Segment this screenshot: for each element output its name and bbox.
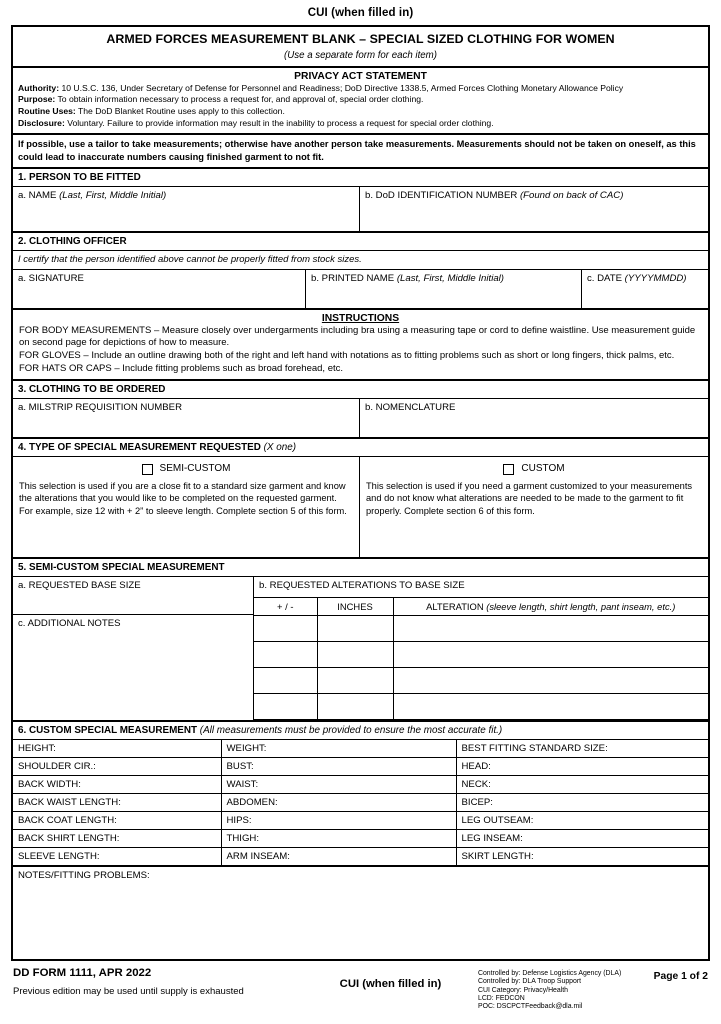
table-row[interactable] [13,758,708,776]
form-number: DD FORM 1111, APR 2022 [13,967,152,980]
option-custom-description: This selection is used if you need a garment customized to your measurements and do not know what alterations are needed to be made to the garment to fit properly. Complete section 6 of this form. [366,480,693,516]
cell-inches[interactable] [317,667,393,693]
control-line-poc: POC: DSCPCTFeedback@dla.mil [478,1002,583,1010]
field-nomenclature-label: b. NOMENCLATURE [365,402,456,414]
title-block [13,27,708,66]
measurement-waist[interactable]: WAIST: [221,776,456,794]
tailor-instruction-note: If possible, use a tailor to take measurements; otherwise have another person take measurements. Measurements should not be taken on oneself, as this could lead to inaccurate numbers causing finished garment to not fit. [18,139,696,162]
cell-alteration[interactable] [393,693,708,719]
measurement-weight[interactable]: WEIGHT: [221,740,456,758]
field-dod-id-hint: (Found on back of CAC) [519,189,624,201]
measurement-thigh[interactable]: THIGH: [221,830,456,848]
field-milstrip-label: a. MILSTRIP REQUISITION NUMBER [18,402,183,414]
cell-plus-minus[interactable] [254,615,317,641]
measurement-sleeve-length[interactable]: SLEEVE LENGTH: [13,848,221,866]
table-row[interactable] [254,615,708,641]
field-notes-fitting-problems[interactable] [13,866,708,959]
section-3-heading: 3. CLOTHING TO BE ORDERED [18,384,166,396]
privacy-label-authority: Authority: [18,82,60,93]
alterations-table-header-row [254,598,708,615]
section-4-heading-text: 4. TYPE OF SPECIAL MEASUREMENT REQUESTED [18,442,264,454]
table-row[interactable] [13,812,708,830]
table-row[interactable] [13,830,708,848]
privacy-act-heading: PRIVACY ACT STATEMENT [294,70,427,82]
privacy-line-purpose [18,94,703,106]
control-line-cui-category: CUI Category: Privacy/Health [478,986,568,994]
section-5-body [13,577,708,720]
field-notes-fitting-problems-label: NOTES/FITTING PROBLEMS: [18,870,150,882]
measurement-leg-outseam[interactable]: LEG OUTSEAM: [456,812,708,830]
table-row[interactable] [13,848,708,866]
alterations-heading: b. REQUESTED ALTERATIONS TO BASE SIZE [254,577,708,598]
measurement-bicep[interactable]: BICEP: [456,794,708,812]
page-subtitle: (Use a separate form for each item) [284,49,437,61]
instructions-paragraph-body: FOR BODY MEASUREMENTS – Measure closely over undergarments including bra using a measuring tape or cord to define waistline. Use measurement guide on second page for depictions of how to measure. [19,324,696,349]
instructions-body [13,325,708,380]
cell-plus-minus[interactable] [254,667,317,693]
checkbox-semi-custom-icon[interactable] [142,464,153,475]
cui-banner-top: CUI (when filled in) [307,7,414,19]
footer-left [13,967,303,997]
table-row[interactable] [254,693,708,719]
field-requested-base-size[interactable] [13,577,253,615]
certification-statement: I certify that the person identified above cannot be properly fitted from stock sizes. [18,253,362,265]
field-requested-base-size-label: a. REQUESTED BASE SIZE [18,580,141,592]
privacy-line-authority [18,83,703,95]
field-additional-notes[interactable] [13,615,253,719]
section-1-fields [13,187,708,231]
table-row[interactable] [13,740,708,758]
privacy-line-disclosure [18,118,703,130]
control-line-controlled-by-troop-support: Controlled by: DLA Troop Support [478,978,582,986]
field-printed-name-hint: (Last, First, Middle Initial) [396,272,504,284]
table-row[interactable] [13,794,708,812]
cui-banner-bottom: CUI (when filled in) [339,978,442,991]
privacy-text-disclosure: Voluntary. Failure to provide information may result in the inability to process a request for special order clothing. [64,117,494,128]
column-header-inches: INCHES [317,598,393,615]
section-5-left-column [13,577,254,720]
table-row[interactable] [13,776,708,794]
section-5-right-column [254,577,708,720]
instructions-paragraph-hats: FOR HATS OR CAPS – Include fitting problems such as broad forehead, etc. [19,362,344,374]
field-printed-name[interactable] [305,270,581,308]
measurement-bust[interactable]: BUST: [221,758,456,776]
section-3-fields [13,399,708,437]
section-5-heading: 5. SEMI-CUSTOM SPECIAL MEASUREMENT [18,562,225,574]
field-date[interactable] [581,270,708,308]
field-signature[interactable] [13,270,305,308]
measurement-back-width[interactable]: BACK WIDTH: [13,776,221,794]
option-semi-custom [13,457,359,557]
privacy-text-purpose: To obtain information necessary to process a request for, and approval of, special order clothing. [55,94,424,105]
field-additional-notes-label: c. ADDITIONAL NOTES [18,618,121,630]
section-4-heading [13,439,708,456]
section-1-heading: 1. PERSON TO BE FITTED [18,171,141,183]
option-semi-custom-description: This selection is used if you are a close fit to a standard size garment and know the alterations that you would like to be completed on the requested garment. For example, size 12 with + 2” to sleeve length. Complete section 5 of this form. [19,480,347,516]
section-6-heading [13,722,708,739]
page-title: ARMED FORCES MEASUREMENT BLANK – SPECIAL SIZED CLOTHING FOR WOMEN [106,32,615,46]
measurement-height[interactable]: HEIGHT: [13,740,221,758]
option-custom-label: CUSTOM [521,463,565,475]
field-name-hint: (Last, First, Middle Initial) [59,189,167,201]
column-header-alteration-text: ALTERATION [426,601,487,613]
field-name[interactable] [13,187,359,231]
previous-edition-note: Previous edition may be used until supply is exhausted [13,986,244,998]
cell-alteration[interactable] [393,641,708,667]
option-custom [359,457,708,557]
form-footer [11,961,710,1011]
measurement-back-coat-length[interactable]: BACK COAT LENGTH: [13,812,221,830]
section-6-heading-hint: (All measurements must be provided to ensure the most accurate fit.) [199,724,503,736]
cell-inches[interactable] [317,615,393,641]
section-4-options [13,457,708,557]
privacy-text-authority: 10 U.S.C. 136, Under Secretary of Defense for Personnel and Readiness; DoD Directive 1338.5, Armed Forces Clothing Monetary Allowance Policy [59,82,624,93]
measurement-back-waist-length[interactable]: BACK WAIST LENGTH: [13,794,221,812]
cell-inches[interactable] [317,641,393,667]
form-body [11,25,710,961]
table-row[interactable] [254,641,708,667]
privacy-label-routine-uses: Routine Uses: [18,105,76,116]
section-2-heading: 2. CLOTHING OFFICER [18,235,127,247]
measurement-best-fitting-standard-size[interactable]: BEST FITTING STANDARD SIZE: [456,740,708,758]
field-date-label: c. DATE [587,272,625,284]
option-semi-custom-label: SEMI-CUSTOM [159,463,231,475]
section-4-heading-hint: (X one) [263,442,297,454]
cell-alteration[interactable] [393,667,708,693]
control-line-controlled-by-dla: Controlled by: Defense Logistics Agency (DLA) [478,970,622,978]
column-header-plus-minus: + / - [254,598,317,615]
privacy-act-statement [13,68,708,134]
instructions-heading: INSTRUCTIONS [321,312,400,324]
cui-control-block [478,970,621,1011]
measurement-back-shirt-length[interactable]: BACK SHIRT LENGTH: [13,830,221,848]
field-nomenclature[interactable] [359,399,708,437]
measurement-shoulder-cir[interactable]: SHOULDER CIR.: [13,758,221,776]
field-name-label: a. NAME [18,189,60,201]
measurement-abdomen[interactable]: ABDOMEN: [221,794,456,812]
field-dod-id-label: b. DoD IDENTIFICATION NUMBER [365,189,520,201]
measurement-skirt-length[interactable]: SKIRT LENGTH: [456,848,708,866]
control-line-lcd: LCD: FEDCON [478,994,525,1002]
field-dod-id[interactable] [359,187,708,231]
measurement-leg-inseam[interactable]: LEG INSEAM: [456,830,708,848]
privacy-label-disclosure: Disclosure: [18,117,65,128]
field-printed-name-label: b. PRINTED NAME [311,272,397,284]
field-milstrip-requisition-number[interactable] [13,399,359,437]
instructions-paragraph-gloves: FOR GLOVES – Include an outline drawing both of the right and left hand with notations as to fitting problems such as short or long fingers, thick palms, etc. [19,350,675,362]
table-row[interactable] [254,667,708,693]
page-number: Page 1 of 2 [653,971,708,983]
column-header-alteration [393,598,708,615]
option-semi-custom-header[interactable] [19,462,353,476]
cell-inches[interactable] [317,693,393,719]
measurement-neck[interactable]: NECK: [456,776,708,794]
cell-plus-minus[interactable] [254,693,317,719]
measurement-hips[interactable]: HIPS: [221,812,456,830]
section-6-heading-text: 6. CUSTOM SPECIAL MEASUREMENT [18,724,200,736]
privacy-label-purpose: Purpose: [18,94,56,105]
cell-plus-minus[interactable] [254,641,317,667]
alterations-table [254,598,708,720]
cell-alteration[interactable] [393,615,708,641]
option-custom-header[interactable] [366,462,702,476]
column-header-alteration-hint: (sleeve length, shirt length, pant inseam, etc.) [486,601,676,613]
footer-right [478,967,708,1011]
measurement-head[interactable]: HEAD: [456,758,708,776]
custom-measurement-table [13,740,708,867]
privacy-text-routine-uses: The DoD Blanket Routine uses apply to this collection. [75,105,285,116]
section-2-fields [13,270,708,308]
measurement-arm-inseam[interactable]: ARM INSEAM: [221,848,456,866]
privacy-line-routine-uses [18,106,703,118]
checkbox-custom-icon[interactable] [503,464,514,475]
field-date-hint: (YYYYMMDD) [624,272,687,284]
field-signature-label: a. SIGNATURE [18,272,84,284]
